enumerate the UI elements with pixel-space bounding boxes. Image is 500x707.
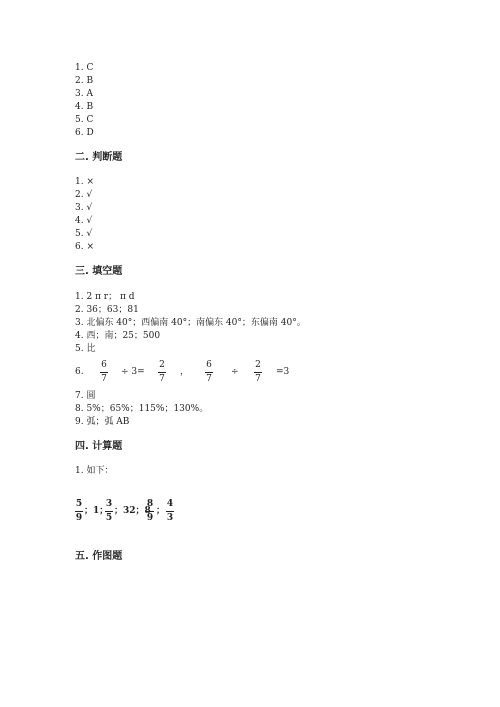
judgment-answer-5: 5. √: [75, 229, 93, 239]
fill-answer-4: 4. 西；南；25；500: [75, 331, 161, 341]
equals-three: =3: [276, 367, 290, 377]
fraction-3-5: [105, 499, 113, 524]
denominator: 7: [159, 374, 165, 384]
calc-sep-1: ；1；: [84, 506, 109, 516]
section-title-judgment: 二. 判断题: [75, 152, 123, 163]
fill-answer-8: 8. 5%；65%；115%；130%。: [75, 404, 209, 414]
judgment-answer-3: 3. √: [75, 203, 93, 213]
divide-three-equals: ÷ 3=: [121, 367, 145, 377]
denominator: 5: [105, 513, 113, 523]
choice-answer-1: 1. C: [75, 63, 94, 73]
fraction-6-7-b: [205, 360, 213, 385]
fill-answer-3: 3. 北偏东 40°；西偏南 40°；南偏东 40°；东偏南 40°。: [75, 318, 306, 328]
numerator: 4: [166, 499, 174, 509]
comma-separator: ，: [180, 367, 190, 377]
fraction-5-9: [75, 499, 83, 524]
calc-sep-3: ；: [156, 506, 166, 516]
denominator: 3: [166, 513, 174, 523]
fill-answer-2: 2. 36；63；81: [75, 305, 139, 315]
section-title-calculation: 四. 计算题: [75, 441, 123, 452]
choice-answer-2: 2. B: [75, 76, 94, 86]
denominator: 7: [255, 374, 261, 384]
section-title-fill-blank: 三. 填空题: [75, 266, 123, 277]
choice-answer-6: 6. D: [75, 128, 94, 138]
calc-sep-2: ；32；8: [114, 506, 151, 516]
numerator: 2: [159, 360, 165, 370]
choice-answer-5: 5. C: [75, 115, 94, 125]
fill-answer-7: 7. 圆: [75, 391, 96, 401]
calc-answer-1-label: 1. 如下：: [75, 466, 114, 476]
judgment-answer-4: 4. √: [75, 216, 93, 226]
denominator: 9: [146, 513, 154, 523]
divide-sign: ÷: [231, 367, 239, 377]
fill-answer-1: 1. 2 π r； π d: [75, 292, 135, 302]
judgment-answer-1: 1. ×: [75, 177, 94, 187]
judgment-answer-6: 6. ×: [75, 242, 94, 252]
fill-answer-5: 5. 比: [75, 344, 96, 354]
fraction-2-7-a: [158, 360, 166, 385]
choice-answer-3: 3. A: [75, 89, 93, 99]
fill-answer-9: 9. 弧；弧 AB: [75, 417, 130, 427]
fill-answer-6-label: 6.: [75, 367, 84, 377]
fraction-8-9: [146, 499, 154, 524]
numerator: 6: [206, 360, 212, 370]
numerator: 6: [101, 360, 107, 370]
denominator: 7: [206, 374, 212, 384]
choice-answer-4: 4. B: [75, 102, 94, 112]
numerator: 5: [75, 499, 83, 509]
numerator: 2: [255, 360, 261, 370]
denominator: 9: [75, 513, 83, 523]
fraction-6-7-a: [100, 360, 108, 385]
judgment-answer-2: 2. √: [75, 190, 93, 200]
denominator: 7: [101, 374, 107, 384]
fraction-4-3: [166, 499, 174, 524]
numerator: 3: [105, 499, 113, 509]
numerator: 8: [146, 499, 154, 509]
section-title-drawing: 五. 作图题: [75, 551, 123, 562]
fraction-2-7-b: [254, 360, 262, 385]
